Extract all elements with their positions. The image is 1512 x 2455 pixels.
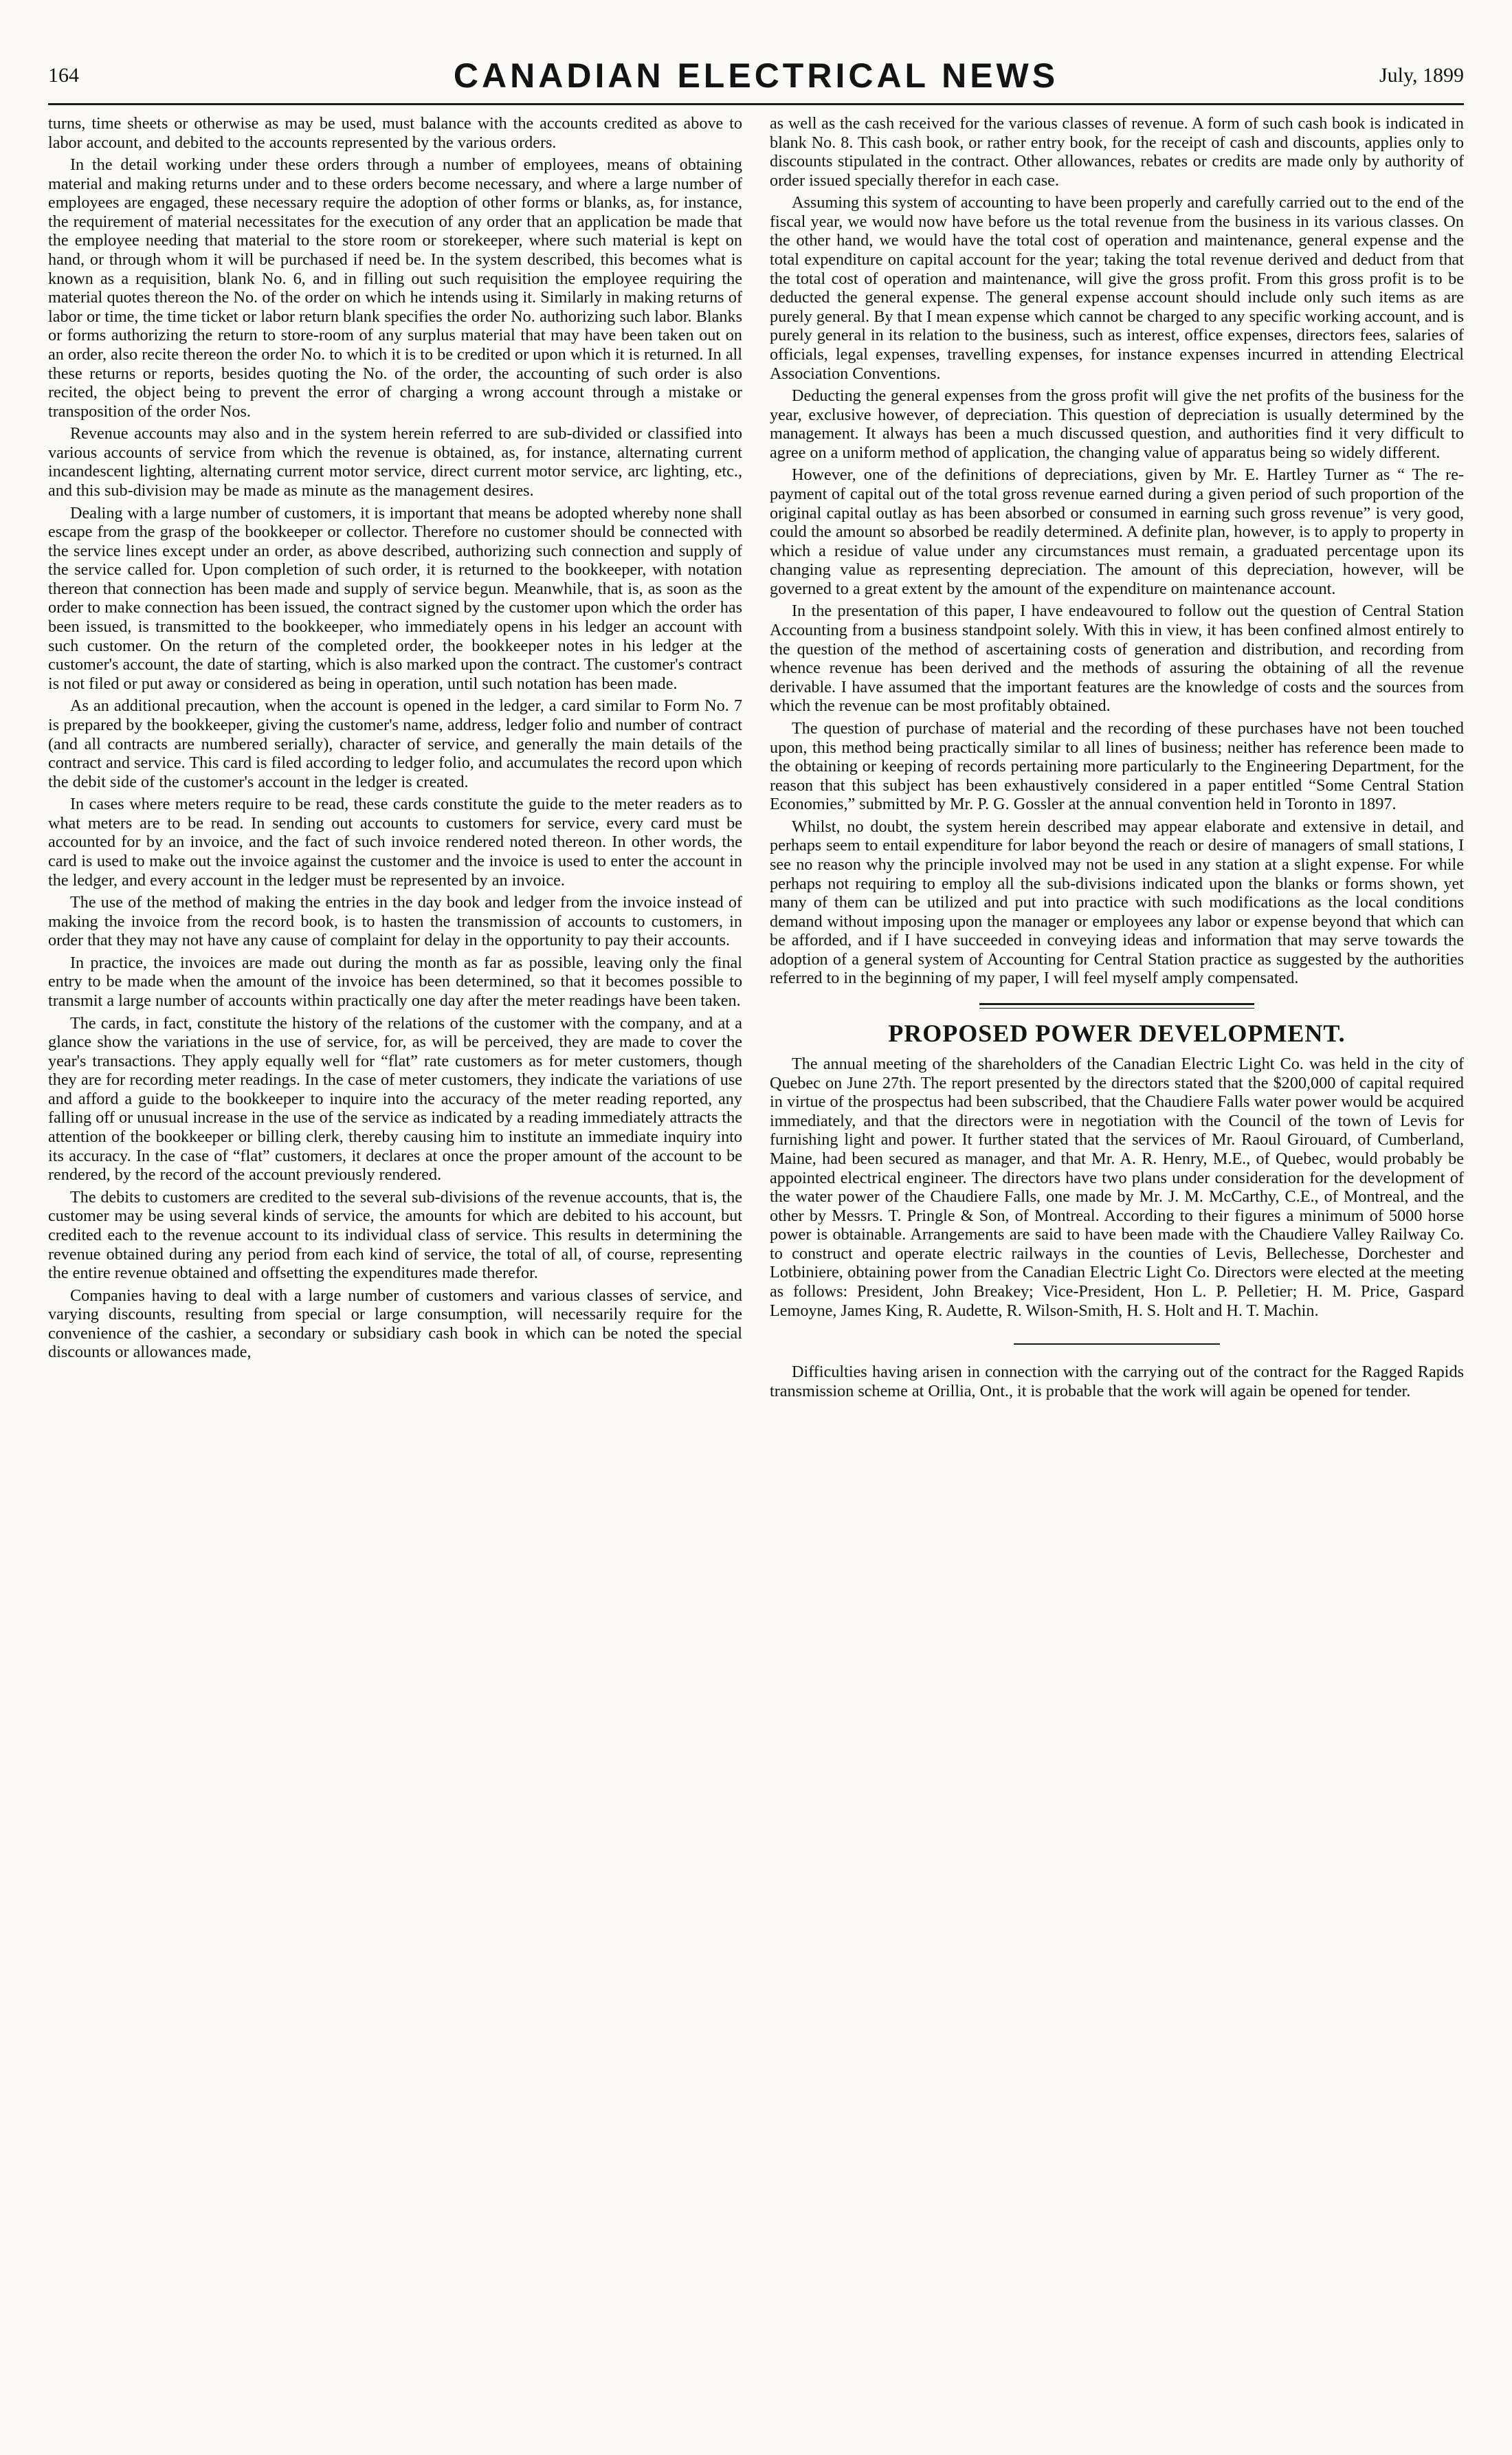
paragraph: As an additional precaution, when the account is opened in the ledger, a card similar to Form No. 7 is prepared by the bookkeeper, giving the customer's name, address, ledger folio and number of contract (and all contracts are numbered serially), character of service, and generally the main details of the contract and service. This card is filed according to ledger folio, and accumulates the record upon which the debit side of the customer's account in the ledger is created. xyxy=(48,696,742,791)
issue-date: July, 1899 xyxy=(1379,64,1464,87)
paragraph: Whilst, no doubt, the system herein described may appear elaborate and extensive in detail, and perhaps seem to entail expenditure for labor beyond the reach or desire of managers of small stations, I see no reason why the principle involved may not be used in any station at a slight expense. For while perhaps not requiring to employ all the sub-divisions indicated upon the blanks or forms shown, yet many of them can be utilized and put into practice with such modifications as the local conditions demand without imposing upon the manager or employees any labor or expense beyond that which can be afforded, and if I have succeeded in conveying ideas and information that may serve towards the adoption of a general system of Accounting for Central Station practice as suggested by the authorities referred to in the beginning of my paper, I will feel myself amply compensated. xyxy=(770,817,1464,988)
paragraph: turns, time sheets or otherwise as may be used, must balance with the accounts credited as above to labor account, and debited to the accounts represented by the various orders. xyxy=(48,114,742,152)
running-head xyxy=(48,48,1464,105)
paragraph: In practice, the invoices are made out during the month as far as possible, leaving only the final entry to be made when the amount of the invoice has been determined, so that it becomes possible to transmit a large number of accounts within practically one day after the meter readings have been taken. xyxy=(48,953,742,1011)
journal-title: CANADIAN ELECTRICAL NEWS xyxy=(453,56,1059,95)
section-divider xyxy=(979,1003,1254,1009)
news-note: Difficulties having arisen in connection with the carrying out of the contract for the Ragged Rapids transmission scheme at Orillia, Ont., it is probable that the work will again be opened for tender. xyxy=(770,1363,1464,1400)
right-column xyxy=(770,114,1464,2400)
paragraph: The cards, in fact, constitute the history of the relations of the customer with the company, and at a glance show the variations in the use of service, for, as will be perceived, they are made to cover the year's transactions. They apply equally well for “flat” rate customers as for meter customers, though they are for recording meter readings. In the case of meter customers, they indicate the variations of use and afford a guide to the bookkeeper to inquire into the accuracy of the meter reading reported, any falling off or unusual increase in the use of the service as indicated by a reading immediately attracts the attention of the bookkeeper or billing clerk, thereby causing him to institute an immediate inquiry into its accuracy. In the case of “flat” customers, it declares at once the proper amount of the account to be rendered, by the record of the account previously rendered. xyxy=(48,1013,742,1185)
paragraph: In the detail working under these orders through a number of employees, means of obtaining material and making returns under and to these orders become necessary, and where a large number of employees are engaged, these necessary require the adoption of other forms or blanks, as, for instance, the requirement of material necessitates for the execution of any order that an application be made that the employee needing that material to the store room or storekeeper, where such material is kept on hand, or through whom it will be purchased if need be. In the system described, this becomes what is known as a requisition, blank No. 6, and in filling out such requisition the employee requiring the material quotes thereon the No. of the order on which he intends using it. Similarly in making returns of labor or time, the time ticket or labor return blank specifies the order No. authorizing such labor. Blanks or forms authorizing the return to store-room of any surplus material that may have been taken out on an order, also recite thereon the order No. to which it is to be credited or upon which it is returned. In all these returns or reports, besides quoting the No. of the order, the accounting of such order is also recited, the object being to prevent the error of charging a wrong account through a mistake or transposition of the order Nos. xyxy=(48,155,742,421)
paragraph: Dealing with a large number of customers, it is important that means be adopted whereby none shall escape from the grasp of the bookkeeper or collector. Therefore no customer should be connected with the service lines except under an order, as above described, authorizing such connection and supply of the service called for. Upon completion of such order, it is returned to the bookkeeper, with notation thereon that connection has been made and supply of service begun. Meanwhile, that is, as soon as the order to make connection has been issued, the contract signed by the customer upon which the order has been issued, is transmitted to the bookkeeper, who immediately opens in his ledger an account with such customer. On the return of the completed order, the bookkeeper notes in his ledger at the customer's account, the date of starting, which is also marked upon the contract. The customer's contract is not filed or put away or considered as being in operation, until such notation has been made. xyxy=(48,503,742,693)
paragraph: Companies having to deal with a large number of customers and various classes of service, and varying discounts, resulting from special or large consumption, will necessarily require for the convenience of the cashier, a secondary or subsidiary cash book in which can be noted the special discounts or allowances made, xyxy=(48,1286,742,1362)
paragraph: Revenue accounts may also and in the system herein referred to are sub-divided or classified into various accounts of service from which the revenue is obtained, as, for instance, alternating current incandescent lighting, alternating current motor service, direct current motor service, arc lighting, etc., and this sub-division may be made as minute as the management desires. xyxy=(48,424,742,500)
paragraph: Deducting the general expenses from the gross profit will give the net profits of the business for the year, exclusive however, of depreciation. This question of depreciation is usually determined by the management. It always has been a much discussed question, and authorities find it very difficult to agree on a uniform method of application, the changing value of apparatus being so widely different. xyxy=(770,386,1464,462)
article-body: The annual meeting of the shareholders of the Canadian Electric Light Co. was held in the city of Quebec on June 27th. The report presented by the directors stated that the $200,000 of capital required in virtue of the prospectus had been subscribed, that the Chaudiere Falls water power would be acquired immediately, and that the directors were in negotiation with the Council of the town of Levis for furnishing light and power. It further stated that the services of Mr. Raoul Girouard, of Cumberland, Maine, had been secured as manager, and that Mr. A. R. Henry, M.E., of Quebec, would probably be appointed electrical engineer. The directors have two plans under consideration for the development of the water power of the Chaudiere Falls, one made by Mr. J. M. McCarthy, C.E., of Montreal, and the other by Messrs. T. Pringle & Son, of Montreal. According to their figures a minimum of 5000 horse power is obtainable. Arrangements are said to have been made with the Chaudiere Valley Railway Co. to construct and operate electric railways in the counties of Levis, Bellechesse, Dorchester and Lotbiniere, obtaining power from the Canadian Electric Light Co. Directors were elected at the meeting as follows: President, John Breakey; Vice-President, Hon L. P. Pelletier; H. M. Price, Gaspard Lemoyne, James King, R. Audette, R. Wilson-Smith, H. S. Holt and H. T. Machin. xyxy=(770,1055,1464,1320)
paragraph: However, one of the definitions of depreciations, given by Mr. E. Hartley Turner as “ The re-payment of capital out of the total gross revenue earned during a given period of such proportion of the original capital outlay as has been absorbed or consumed in earning such gross revenue” is very good, could the amount so absorbed be readily determined. A definite plan, however, is to apply to property in which a residue of value under any circumstances must remain, a graduated percentage upon its changing value as representing depreciation. The amount of this depreciation, however, will be governed to a great extent by the amount of the expenditure on maintenance account. xyxy=(770,465,1464,598)
paragraph: The question of purchase of material and the recording of these purchases have not been touched upon, this method being practically similar to all lines of business; neither has reference been made to the obtaining or keeping of records pertaining more particularly to the Engineering Department, for the reason that this subject has been exhaustively considered in a paper entitled “Some Central Station Economies,” submitted by Mr. P. G. Gossler at the annual convention held in Toronto in 1897. xyxy=(770,718,1464,814)
paragraph: In the presentation of this paper, I have endeavoured to follow out the question of Central Station Accounting from a business standpoint solely. With this in view, it has been confined almost entirely to the question of the method of ascertaining costs of generation and distribution, and recording from whence revenue has been derived and the methods of assuring the obtaining of all the revenue derivable. I have assumed that the important features are the knowledge of costs and the sources from which the revenue can be most profitably obtained. xyxy=(770,602,1464,716)
paragraph: Assuming this system of accounting to have been properly and carefully carried out to the end of the fiscal year, we would now have before us the total revenue from the business in its various classes. On the other hand, we would have the total cost of operation and maintenance, general expense and the total expenditure on capital account for the year; taking the total revenue derived and deduct from that the total cost of operation and maintenance, will give the gross profit. From this gross profit is to be deducted the general expense. The general expense account should include only such items as are purely general. By that I mean expense which cannot be charged to any specific working account, and is purely general in its relation to the business, such as interest, office expenses, directors fees, salaries of officials, legal expenses, travelling expenses, for instance expenses incurred in attending Electrical Association Conventions. xyxy=(770,193,1464,383)
paragraph: as well as the cash received for the various classes of revenue. A form of such cash book is indicated in blank No. 8. This cash book, or rather entry book, for the receipt of cash and discounts, applies only to discounts stipulated in the contract. Other allowances, rebates or credits are made only by authority of order issued specially therefor in each case. xyxy=(770,114,1464,190)
left-column xyxy=(48,114,742,2400)
page-number: 164 xyxy=(48,64,79,87)
paragraph: The use of the method of making the entries in the day book and ledger from the invoice instead of making the invoice from the record book, is to hasten the transmission of accounts to customers, in order that they may not have any cause of complaint for delay in the opportunity to pay their accounts. xyxy=(48,893,742,950)
section-divider xyxy=(1014,1343,1220,1345)
article-heading: PROPOSED POWER DEVELOPMENT. xyxy=(888,1020,1346,1048)
paragraph: The debits to customers are credited to the several sub-divisions of the revenue accounts, that is, the customer may be using several kinds of service, the amounts for which are debited to his account, but credited each to the revenue account to its individual class of service. This results in determining the revenue obtained during any period from each kind of service, the total of all, of course, representing the entire revenue obtained and offsetting the expenditures made therefor. xyxy=(48,1187,742,1283)
paragraph: In cases where meters require to be read, these cards constitute the guide to the meter readers as to what meters are to be read. In sending out accounts to customers for service, every card must be accounted for by an invoice, and the fact of such invoice rendered noted thereon. In other words, the card is used to make out the invoice against the customer and the invoice is used to enter the account in the ledger, and every account in the ledger must be represented by an invoice. xyxy=(48,795,742,890)
